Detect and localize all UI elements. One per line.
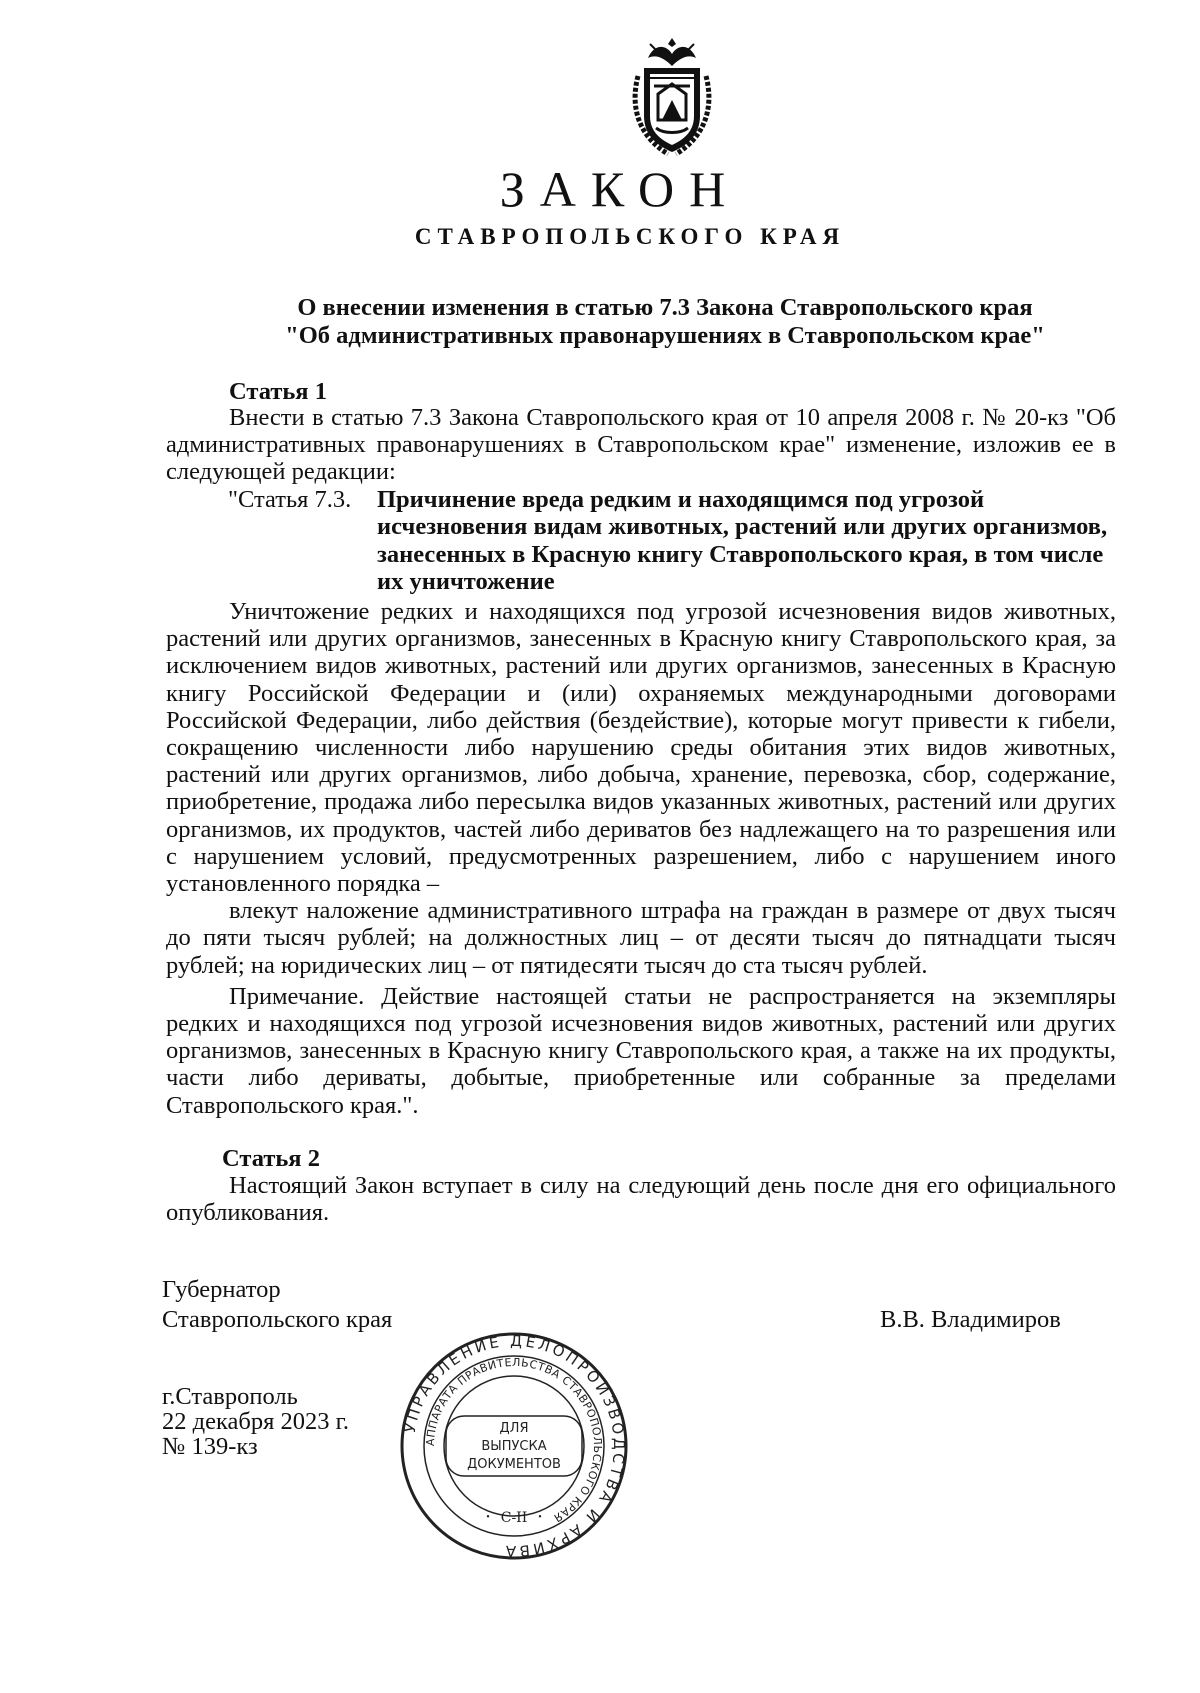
article-7-3-note: Примечание. Действие настоящей статьи не распространяется на экземпляры редких и находящихся под угрозой исчезновения видов животных, растений или других организмов, занесенных в Красную книгу Ставропольского края, а также на их продукты, части либо дериваты, добытые, приобретенные или собранные за пределами Ставропольского края.". [166,982,1116,1119]
article-7-3-paragraph-2: влекут наложение административного штрафа на граждан в размере от двух тысяч до пяти тысяч рублей; на должностных лиц – от десяти тысяч до пятнадцати тысяч рублей; на юридических лиц – от пятидесяти тысяч до ста тысяч рублей. [166,897,1116,979]
article-2-text: Настоящий Закон вступает в силу на следующий день после дня его официального опубликования. [166,1172,1116,1227]
stamp-center-line-2: ВЫПУСКА [481,1439,547,1454]
position-line-1: Губернатор [162,1276,281,1303]
article-2-body [166,1172,1116,1226]
stamp-ring-text: АППАРАТА ПРАВИТЕЛЬСТВА СТАВРОПОЛЬСКОГО КРАЯ [423,1355,605,1525]
imprint-city: г.Ставрополь [162,1383,298,1410]
svg-text:•: • [538,1512,542,1523]
article-7-3-heading: Причинение вреда редким и находящимся под угрозой исчезновения видам животных, растений или других организмов, занесенных в Красную книгу Ставропольского края, в том числе их уничтожение [377,486,1108,596]
governor-name: В.В. Владимиров [880,1306,1061,1333]
law-title: ЗАКОН [499,161,741,217]
region-title: СТАВРОПОЛЬСКОГО КРАЯ [414,224,846,249]
article-2-heading: Статья 2 [222,1145,320,1172]
coat-of-arms-icon [628,36,716,160]
svg-text:•: • [486,1512,490,1523]
law-subject [210,294,1120,350]
article-7-3-number: "Статья 7.3. [228,486,352,513]
position-line-2: Ставропольского края [162,1306,393,1333]
stamp-code: С-II [500,1510,528,1526]
article-7-3-body [166,598,1116,1119]
official-stamp-icon [398,1330,630,1562]
stamp-outer-text: УПРАВЛЕНИЕ ДЕЛОПРОИЗВОДСТВА И АРХИВА [400,1331,629,1561]
article-1-intro-text: Внести в статью 7.3 Закона Ставропольского края от 10 апреля 2008 г. № 20-кз "Об административных правонарушениях в Ставропольском крае" изменение, изложив ее в следующей редакции: [166,404,1116,486]
article-1-heading: Статья 1 [229,378,327,405]
law-imprint [162,1384,349,1459]
imprint-number: № 139-кз [162,1433,258,1460]
stamp-center-line-1: ДЛЯ [499,1421,529,1436]
imprint-date: 22 декабря 2023 г. [162,1408,350,1435]
stamp-center-line-3: ДОКУМЕНТОВ [467,1457,561,1472]
subject-line-2: "Об административных правонарушениях в Ставропольском крае" [285,322,1045,349]
subject-line-1: О внесении изменения в статью 7.3 Закона Ставропольского края [297,294,1033,321]
article-7-3-paragraph-1: Уничтожение редких и находящихся под угрозой исчезновения видов животных, растений или других организмов, занесенных в Красную книгу Ставропольского края, за исключением видов животных, растений или других организмов, занесенных в Красную книгу Российской Федерации и (или) охраняемых международными договорами Российской Федерации, либо действия (бездействие), которые могут привести к гибели, сокращению численности либо нарушению среды обитания этих видов животных, растений или других организмов, либо добыча, хранение, перевозка, сбор, содержание, приобретение, продажа либо пересылка видов указанных животных, растений или других организмов, их продуктов, частей либо дериватов без надлежащего на то разрешения или с нарушением условий, предусмотренных разрешением, либо с нарушением иного установленного порядка – [166,598,1116,898]
governor-position [162,1276,392,1334]
article-1-intro [166,404,1116,486]
